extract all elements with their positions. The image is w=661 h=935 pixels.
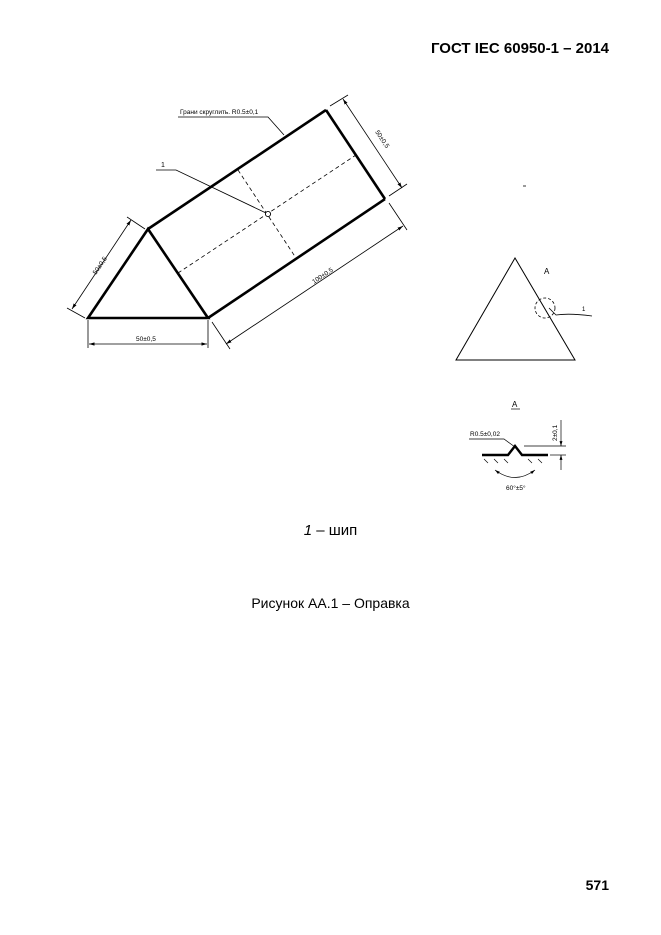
dimension-left (67, 217, 145, 318)
callout-main-label: 1 (161, 162, 165, 169)
detail-profile (482, 446, 548, 455)
detail-hatch (484, 459, 542, 463)
mandrel-outline (88, 110, 385, 318)
figure-caption: Рисунок АА.1 – Оправка (251, 595, 410, 611)
callout-leader-side (549, 308, 592, 316)
detail-radius-leader (469, 439, 515, 447)
legend-number: 1 (303, 522, 313, 539)
page-number: 571 (585, 877, 609, 893)
detail-height-dim (524, 420, 566, 470)
dimension-top-width (330, 95, 407, 196)
callout-leader-main (156, 170, 266, 213)
dim-base-label: 50±0,5 (136, 336, 156, 343)
dimension-base (88, 320, 208, 348)
figure-legend (0, 522, 661, 539)
legend-text: – шип (312, 522, 358, 539)
edge-note-leader (178, 117, 284, 135)
spike-point (265, 211, 270, 216)
dim-width-top-label: 50±0,5 (373, 129, 391, 150)
document-header: ГОСТ IEC 60950-1 – 2014 (430, 40, 609, 57)
dimension-length (212, 203, 407, 349)
view-label: A (544, 267, 550, 276)
edge-note-label: Грани скруглить. R0.5±0,1 (180, 109, 259, 116)
dim-length-label: 100±0,5 (311, 266, 335, 286)
detail-height-label: 2±0,1 (552, 424, 559, 441)
detail-radius-label: R0.5±0,02 (470, 431, 500, 438)
dim-left-label: 50±0,5 (91, 255, 109, 277)
detail-angle-dim (495, 470, 535, 478)
detail-angle-label: 60°±5° (506, 485, 526, 492)
detail-title: A (512, 400, 518, 409)
detail-circle (535, 298, 555, 318)
callout-side-label: 1 (582, 307, 586, 313)
side-view-triangle (456, 258, 575, 360)
